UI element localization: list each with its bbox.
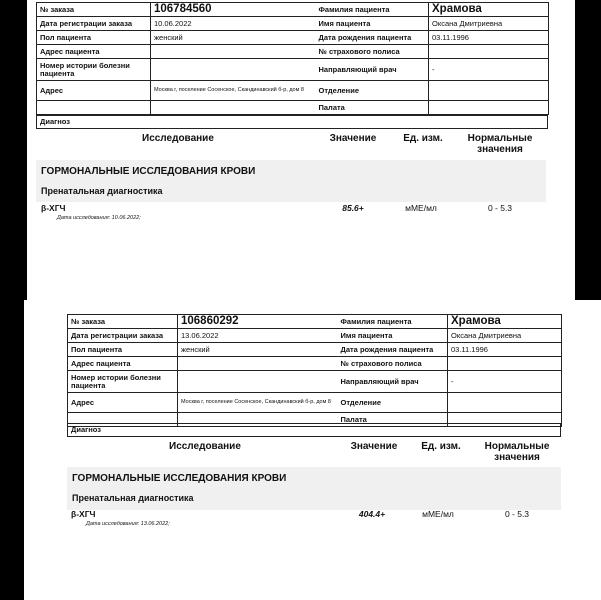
- reg-date: 13.06.2022: [178, 329, 318, 343]
- dob-label: Дата рождения пациента: [338, 343, 448, 357]
- test-norm: 0 - 5.3: [504, 509, 530, 519]
- diagnosis: Диагноз: [36, 115, 548, 129]
- lab-report-2: [24, 300, 601, 600]
- test-norm: 0 - 5.3: [487, 203, 513, 213]
- dob: 03.11.1996: [448, 343, 562, 357]
- test-date: Дата исследования: 10.06.2022;: [57, 215, 141, 221]
- history-label: Номер истории болезни пациента: [37, 59, 151, 81]
- column-value: Значение: [350, 441, 398, 452]
- test-value: 404.4+: [358, 509, 386, 519]
- ward-label: Палата: [316, 101, 429, 115]
- doctor: -: [448, 371, 562, 393]
- sex-label: Пол пациента: [37, 31, 151, 45]
- surname-label: Фамилия пациента: [316, 3, 429, 17]
- reg-date-label: Дата регистрации заказа: [37, 17, 151, 31]
- address-label: Адрес: [37, 81, 151, 101]
- patient-info-table: [67, 314, 562, 427]
- dob: 03.11.1996: [429, 31, 549, 45]
- test-unit: мМЕ/мл: [405, 203, 437, 213]
- address-label: Адрес: [68, 393, 178, 413]
- surname: Храмова: [448, 315, 562, 329]
- department-label: Отделение: [316, 81, 429, 101]
- column-unit: Ед. изм.: [403, 133, 443, 144]
- column-norm: Нормальные значения: [484, 441, 550, 463]
- history-label: Номер истории болезни пациента: [68, 371, 178, 393]
- surname-label: Фамилия пациента: [338, 315, 448, 329]
- name-label: Имя пациента: [338, 329, 448, 343]
- sex: женский: [178, 343, 318, 357]
- surname: Храмова: [429, 3, 549, 17]
- section-title: ГОРМОНАЛЬНЫЕ ИССЛЕДОВАНИЯ КРОВИ: [41, 166, 256, 177]
- section-title: ГОРМОНАЛЬНЫЕ ИССЛЕДОВАНИЯ КРОВИ: [72, 473, 287, 484]
- reg-date: 10.06.2022: [151, 17, 296, 31]
- ward-label: Палата: [338, 413, 448, 427]
- subsection-title: Пренатальная диагностика: [41, 186, 163, 196]
- order-number: 106784560: [151, 3, 296, 17]
- insurance-label: № страхового полиса: [316, 45, 429, 59]
- patient-address-label: Адрес пациента: [37, 45, 151, 59]
- order-number: 106860292: [178, 315, 318, 329]
- column-study: Исследование: [169, 441, 241, 452]
- order-label: № заказа: [68, 315, 178, 329]
- patient-name: Оксана Дмитриевна: [429, 17, 549, 31]
- name-label: Имя пациента: [316, 17, 429, 31]
- address: Москва г, поселение Сосенское, Скандинавский б-р, дом 8: [178, 393, 338, 413]
- test-date: Дата исследования: 13.06.2022;: [86, 521, 170, 527]
- dob-label: Дата рождения пациента: [316, 31, 429, 45]
- insurance-label: № страхового полиса: [338, 357, 448, 371]
- patient-address-label: Адрес пациента: [68, 357, 178, 371]
- test-unit: мМЕ/мл: [422, 509, 454, 519]
- order-label: № заказа: [37, 3, 151, 17]
- column-norm: Нормальные значения: [467, 133, 533, 155]
- address: Москва г, поселение Сосенское, Скандинавский б-р, дом 8: [151, 81, 316, 101]
- sex-label: Пол пациента: [68, 343, 178, 357]
- lab-report-1: [27, 0, 575, 300]
- diagnosis: Диагноз: [67, 423, 561, 437]
- test-name: β-ХГЧ: [71, 509, 96, 519]
- column-unit: Ед. изм.: [421, 441, 461, 452]
- test-value: 85.6+: [342, 203, 364, 213]
- sex: женский: [151, 31, 296, 45]
- section-hormonal: [36, 160, 546, 202]
- patient-name: Оксана Дмитриевна: [448, 329, 562, 343]
- doctor-label: Направляющий врач: [338, 371, 448, 393]
- doctor: -: [429, 59, 549, 81]
- doctor-label: Направляющий врач: [316, 59, 429, 81]
- reg-date-label: Дата регистрации заказа: [68, 329, 178, 343]
- column-study: Исследование: [142, 133, 214, 144]
- section-hormonal: [67, 467, 561, 510]
- test-name: β-ХГЧ: [41, 203, 66, 213]
- patient-info-table: [36, 2, 549, 115]
- subsection-title: Пренатальная диагностика: [72, 493, 194, 503]
- column-value: Значение: [329, 133, 377, 144]
- department-label: Отделение: [338, 393, 448, 413]
